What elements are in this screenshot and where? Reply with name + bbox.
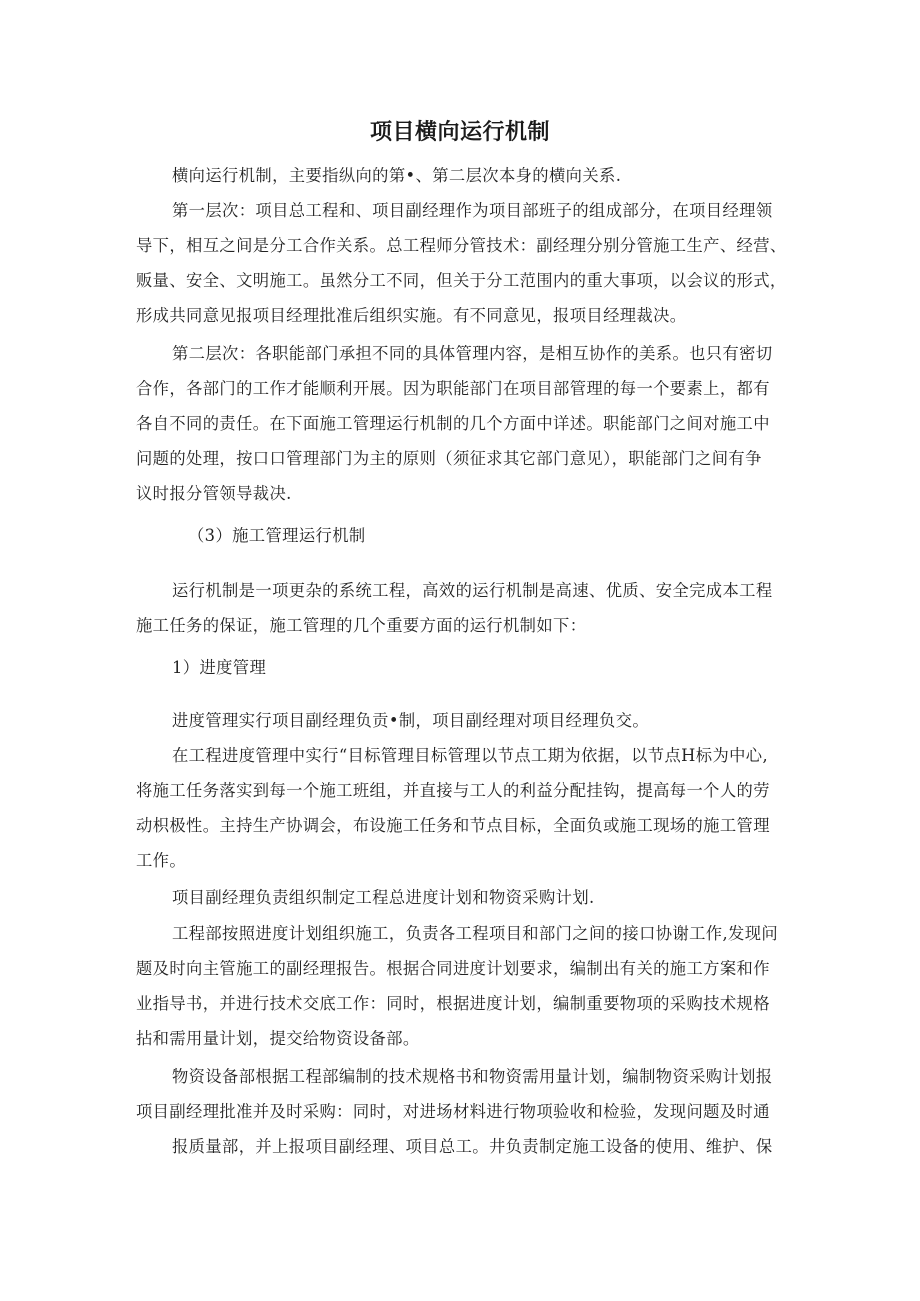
text-line: 项目副经理负责组织制定工程总进度计划和物资采购计划.	[172, 888, 595, 907]
paragraph	[136, 916, 778, 1056]
text-line: 动枳极性。主持生产协调会，布设施工任务和节点目标，全面负或施工现场的施工管理	[136, 816, 770, 835]
paragraph	[172, 880, 595, 915]
text-line: 拈和需用量计划，提交给物资设备部。	[136, 1029, 420, 1048]
text-line: 将施工任务落实到每一个施工班组，并直接与工人的利益分配挂钩，提高每一个人的劳	[136, 781, 770, 800]
paragraph	[136, 1059, 773, 1164]
text-line: 形成共同意见报项目经理批准后组织实施。有不同意见，报项目经理裁决。	[136, 306, 687, 325]
text-line: 问题的处理，按口口管理部门为主的原则（须征求其它部门意见），职能部门之间有争	[136, 449, 762, 468]
paragraph	[136, 573, 773, 643]
text-line: 项目副经理批准并及时采购：同时，对进场材料进行物项验收和检验，发现问题及时通	[136, 1102, 770, 1121]
text-line: 物资设备部根据工程部编制的技术规格书和物资需用量计划，编制物资采购计划报	[172, 1067, 773, 1086]
text-line: 工作。	[136, 851, 187, 870]
text-line: （3）施工管理运行机制	[188, 526, 366, 545]
section-heading	[188, 518, 366, 553]
subsection-heading	[172, 650, 266, 685]
text-line: 运行机制是一项更杂的系统工程，高效的运行机制是高速、优质、安全完成本工程	[172, 581, 773, 600]
text-line: 贩量、安全、文明施工。虽然分工不同，但关于分工范围内的重大事项，以会议的形式，	[136, 271, 787, 290]
paragraph	[172, 158, 621, 193]
text-line: 题及时向主管施工的副经理报告。根据合同进度计划要求，编制出有关的施工方案和作	[136, 959, 770, 978]
text-line: 业指导书，并进行技术交底工作：同时，根据进度计划，编制重要物项的采购技术规格	[136, 994, 770, 1013]
paragraph	[172, 703, 649, 738]
text-line: 各自不同的责任。在下面施工管理运行机制的几个方面中详述。职能部门之间对施工中	[136, 414, 770, 433]
paragraph	[136, 738, 770, 878]
text-line: 1）进度管理	[172, 658, 267, 677]
document-title: 项目横向运行机制	[369, 120, 550, 145]
paragraph	[136, 336, 773, 511]
text-line: 合作，各部门的工作才能顺利开展。因为职能部门在项目部管理的每一个要素上，都有	[136, 379, 770, 398]
paragraph	[136, 193, 787, 333]
text-line: 横向运行机制，主要指纵向的第•、第二层次本身的横向关系.	[172, 166, 622, 185]
text-line: 议时报分管领导裁决.	[136, 484, 292, 503]
text-line: 导下，相互之间是分工合作关系。总工程师分管技术：副经理分别分管施工生产、经营、	[136, 236, 787, 255]
text-line: 第一层次：项目总工程和、项目副经理作为项目部班子的组成部分，在项目经理领	[172, 201, 773, 220]
text-line: 施工任务的保证，施工管理的几个重要方面的运行机制如下：	[136, 616, 587, 635]
text-line: 进度管理实行项目副经理负贡•制，项目副经理对项目经理负交。	[172, 711, 650, 730]
text-line: 工程部按照进度计划组织施工，负责各工程项目和部门之间的接口协谢工作,发现问	[172, 924, 779, 943]
text-line: 第二层次：各职能部门承担不同的具体管理内容，是相互协作的美系。也只有密切	[172, 344, 773, 363]
text-line: 报质量部，并上报项目副经理、项目总工。井负责制定施工设备的使用、维护、保	[172, 1137, 773, 1156]
text-line: 在工程进度管理中实行“目标管理目标管理以节点工期为依据，以节点H标为中心,	[172, 746, 769, 765]
